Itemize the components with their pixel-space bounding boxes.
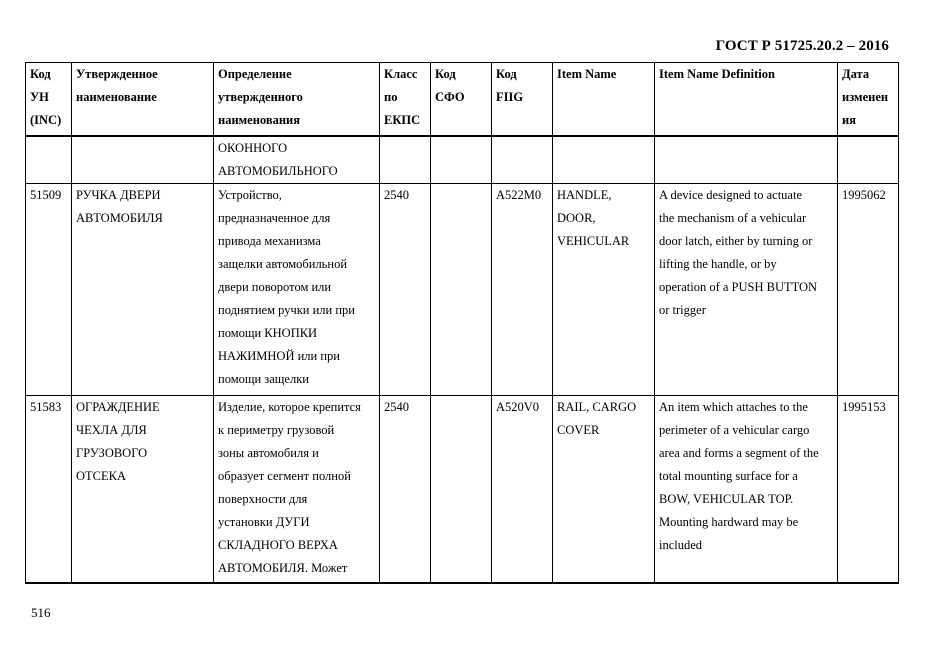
cell-line: RAIL, CARGO: [557, 400, 637, 414]
cell-line: included: [659, 538, 703, 552]
cell-approved-name: [72, 396, 214, 583]
column-header-line: Код: [30, 67, 51, 81]
cell-line: установки ДУГИ: [218, 515, 310, 529]
column-header-line: Item Name: [557, 67, 617, 81]
cell-sfo-code: [431, 396, 492, 583]
cell-line: Изделие, которое крепится: [218, 400, 361, 414]
cell-line: ЧЕХЛА ДЛЯ: [76, 423, 147, 437]
cell-sfo-code: [431, 136, 492, 184]
cell-line: A520V0: [496, 400, 540, 414]
column-header-line: Утвержденное: [76, 67, 158, 81]
cell-ekps-class: [380, 136, 431, 184]
cell-sfo-code: [431, 184, 492, 396]
page-number: 516: [31, 605, 51, 620]
document-standard-title: ГОСТ Р 51725.20.2 – 2016: [715, 38, 889, 54]
cell-line: НАЖИМНОЙ или при: [218, 349, 340, 363]
table-row: [26, 136, 899, 184]
cell-line: lifting the handle, or by: [659, 257, 777, 271]
column-header-line: СФО: [435, 90, 465, 104]
cell-line: BOW, VEHICULAR TOP.: [659, 492, 794, 506]
cell-line: АВТОМОБИЛЯ. Может: [218, 561, 348, 575]
cell-line: зоны автомобиля и: [218, 446, 319, 460]
table-header-row: [26, 63, 899, 136]
cell-line: A device designed to actuate: [659, 188, 802, 202]
cell-line: the mechanism of a vehicular: [659, 211, 807, 225]
column-header-line: изменен: [842, 90, 889, 104]
cell-line: 51509: [30, 188, 62, 202]
column-header-inc: [26, 63, 72, 136]
cell-line: 2540: [384, 400, 409, 414]
cell-fiig-code: [492, 184, 553, 396]
column-header-line: наименования: [218, 113, 301, 127]
cell-line: or trigger: [659, 303, 706, 317]
cell-line: ГРУЗОВОГО: [76, 446, 148, 460]
cell-line: защелки автомобильной: [218, 257, 348, 271]
cell-line: operation of a PUSH BUTTON: [659, 280, 818, 294]
cell-item-name-definition: [655, 184, 838, 396]
cell-item-name-definition: [655, 136, 838, 184]
cell-line: DOOR,: [557, 211, 596, 225]
cell-approved-name: [72, 136, 214, 184]
column-header-change-date: [838, 63, 899, 136]
cell-line: ОТСЕКА: [76, 469, 126, 483]
cell-item-name-definition: [655, 396, 838, 583]
cell-line: 51583: [30, 400, 62, 414]
cell-change-date: [838, 184, 899, 396]
cell-line: 1995062: [842, 188, 886, 202]
cell-fiig-code: [492, 396, 553, 583]
cell-line: Устройство,: [218, 188, 282, 202]
cell-line: СКЛАДНОГО ВЕРХА: [218, 538, 338, 552]
cell-line: привода механизма: [218, 234, 321, 248]
cell-fiig-code: [492, 136, 553, 184]
column-header-item-name: [553, 63, 655, 136]
cell-line: помощи КНОПКИ: [218, 326, 318, 340]
cell-line: двери поворотом или: [218, 280, 332, 294]
column-header-fiig-code: [492, 63, 553, 136]
cell-line: поверхности для: [218, 492, 308, 506]
column-header-line: утвержденного: [218, 90, 303, 104]
cell-approved-name: [72, 184, 214, 396]
cell-line: 1995153: [842, 400, 886, 414]
cell-item-name: [553, 136, 655, 184]
column-header-line: Код: [435, 67, 456, 81]
cell-line: поднятием ручки или при: [218, 303, 355, 317]
cell-inc: [26, 396, 72, 583]
column-header-sfo-code: [431, 63, 492, 136]
cell-line: perimeter of a vehicular cargo: [659, 423, 810, 437]
cell-line: COVER: [557, 423, 600, 437]
cell-line: A522M0: [496, 188, 542, 202]
table-body: [26, 136, 899, 583]
cell-line: area and forms a segment of the: [659, 446, 819, 460]
cell-line: помощи защелки: [218, 372, 309, 386]
column-header-line: Дата: [842, 67, 870, 81]
column-header-line: Item Name Definition: [659, 67, 775, 81]
column-header-line: ия: [842, 113, 856, 127]
cell-line: door latch, either by turning or: [659, 234, 813, 248]
column-header-line: ЕКПС: [384, 113, 421, 127]
column-header-definition-ru: [214, 63, 380, 136]
table-row: [26, 184, 899, 396]
cell-line: ОКОННОГО: [218, 140, 288, 155]
cell-line: к периметру грузовой: [218, 423, 335, 437]
cell-definition-ru: [214, 396, 380, 583]
column-header-line: по: [384, 90, 398, 104]
column-header-line: Определение: [218, 67, 292, 81]
cell-line: образует сегмент полной: [218, 469, 351, 483]
column-header-line: (INC): [30, 113, 62, 127]
cell-line: VEHICULAR: [557, 234, 630, 248]
cell-line: total mounting surface for a: [659, 469, 798, 483]
column-header-item-name-definition: [655, 63, 838, 136]
column-header-line: FIIG: [496, 90, 524, 104]
cell-change-date: [838, 396, 899, 583]
column-header-ekps-class: [380, 63, 431, 136]
cell-line: АВТОМОБИЛЯ: [76, 211, 163, 225]
cell-line: ОГРАЖДЕНИЕ: [76, 400, 160, 414]
cell-inc: [26, 136, 72, 184]
cell-line: An item which attaches to the: [659, 400, 808, 414]
cell-definition-ru: [214, 184, 380, 396]
column-header-line: Код: [496, 67, 517, 81]
cell-ekps-class: [380, 396, 431, 583]
cell-item-name: [553, 184, 655, 396]
cell-line: Mounting hardward may be: [659, 515, 799, 529]
cell-ekps-class: [380, 184, 431, 396]
cell-line: 2540: [384, 188, 409, 202]
cell-change-date: [838, 136, 899, 184]
cell-line: АВТОМОБИЛЬНОГО: [218, 163, 338, 178]
column-header-line: Класс: [384, 67, 418, 81]
table-row: [26, 396, 899, 583]
cell-inc: [26, 184, 72, 396]
column-header-approved-name: [72, 63, 214, 136]
column-header-line: УН: [30, 90, 49, 104]
item-name-table: [25, 62, 899, 584]
cell-definition-ru: [214, 136, 380, 184]
cell-line: HANDLE,: [557, 188, 612, 202]
cell-line: предназначенное для: [218, 211, 331, 225]
cell-line: РУЧКА ДВЕРИ: [76, 188, 161, 202]
column-header-line: наименование: [76, 90, 157, 104]
cell-item-name: [553, 396, 655, 583]
